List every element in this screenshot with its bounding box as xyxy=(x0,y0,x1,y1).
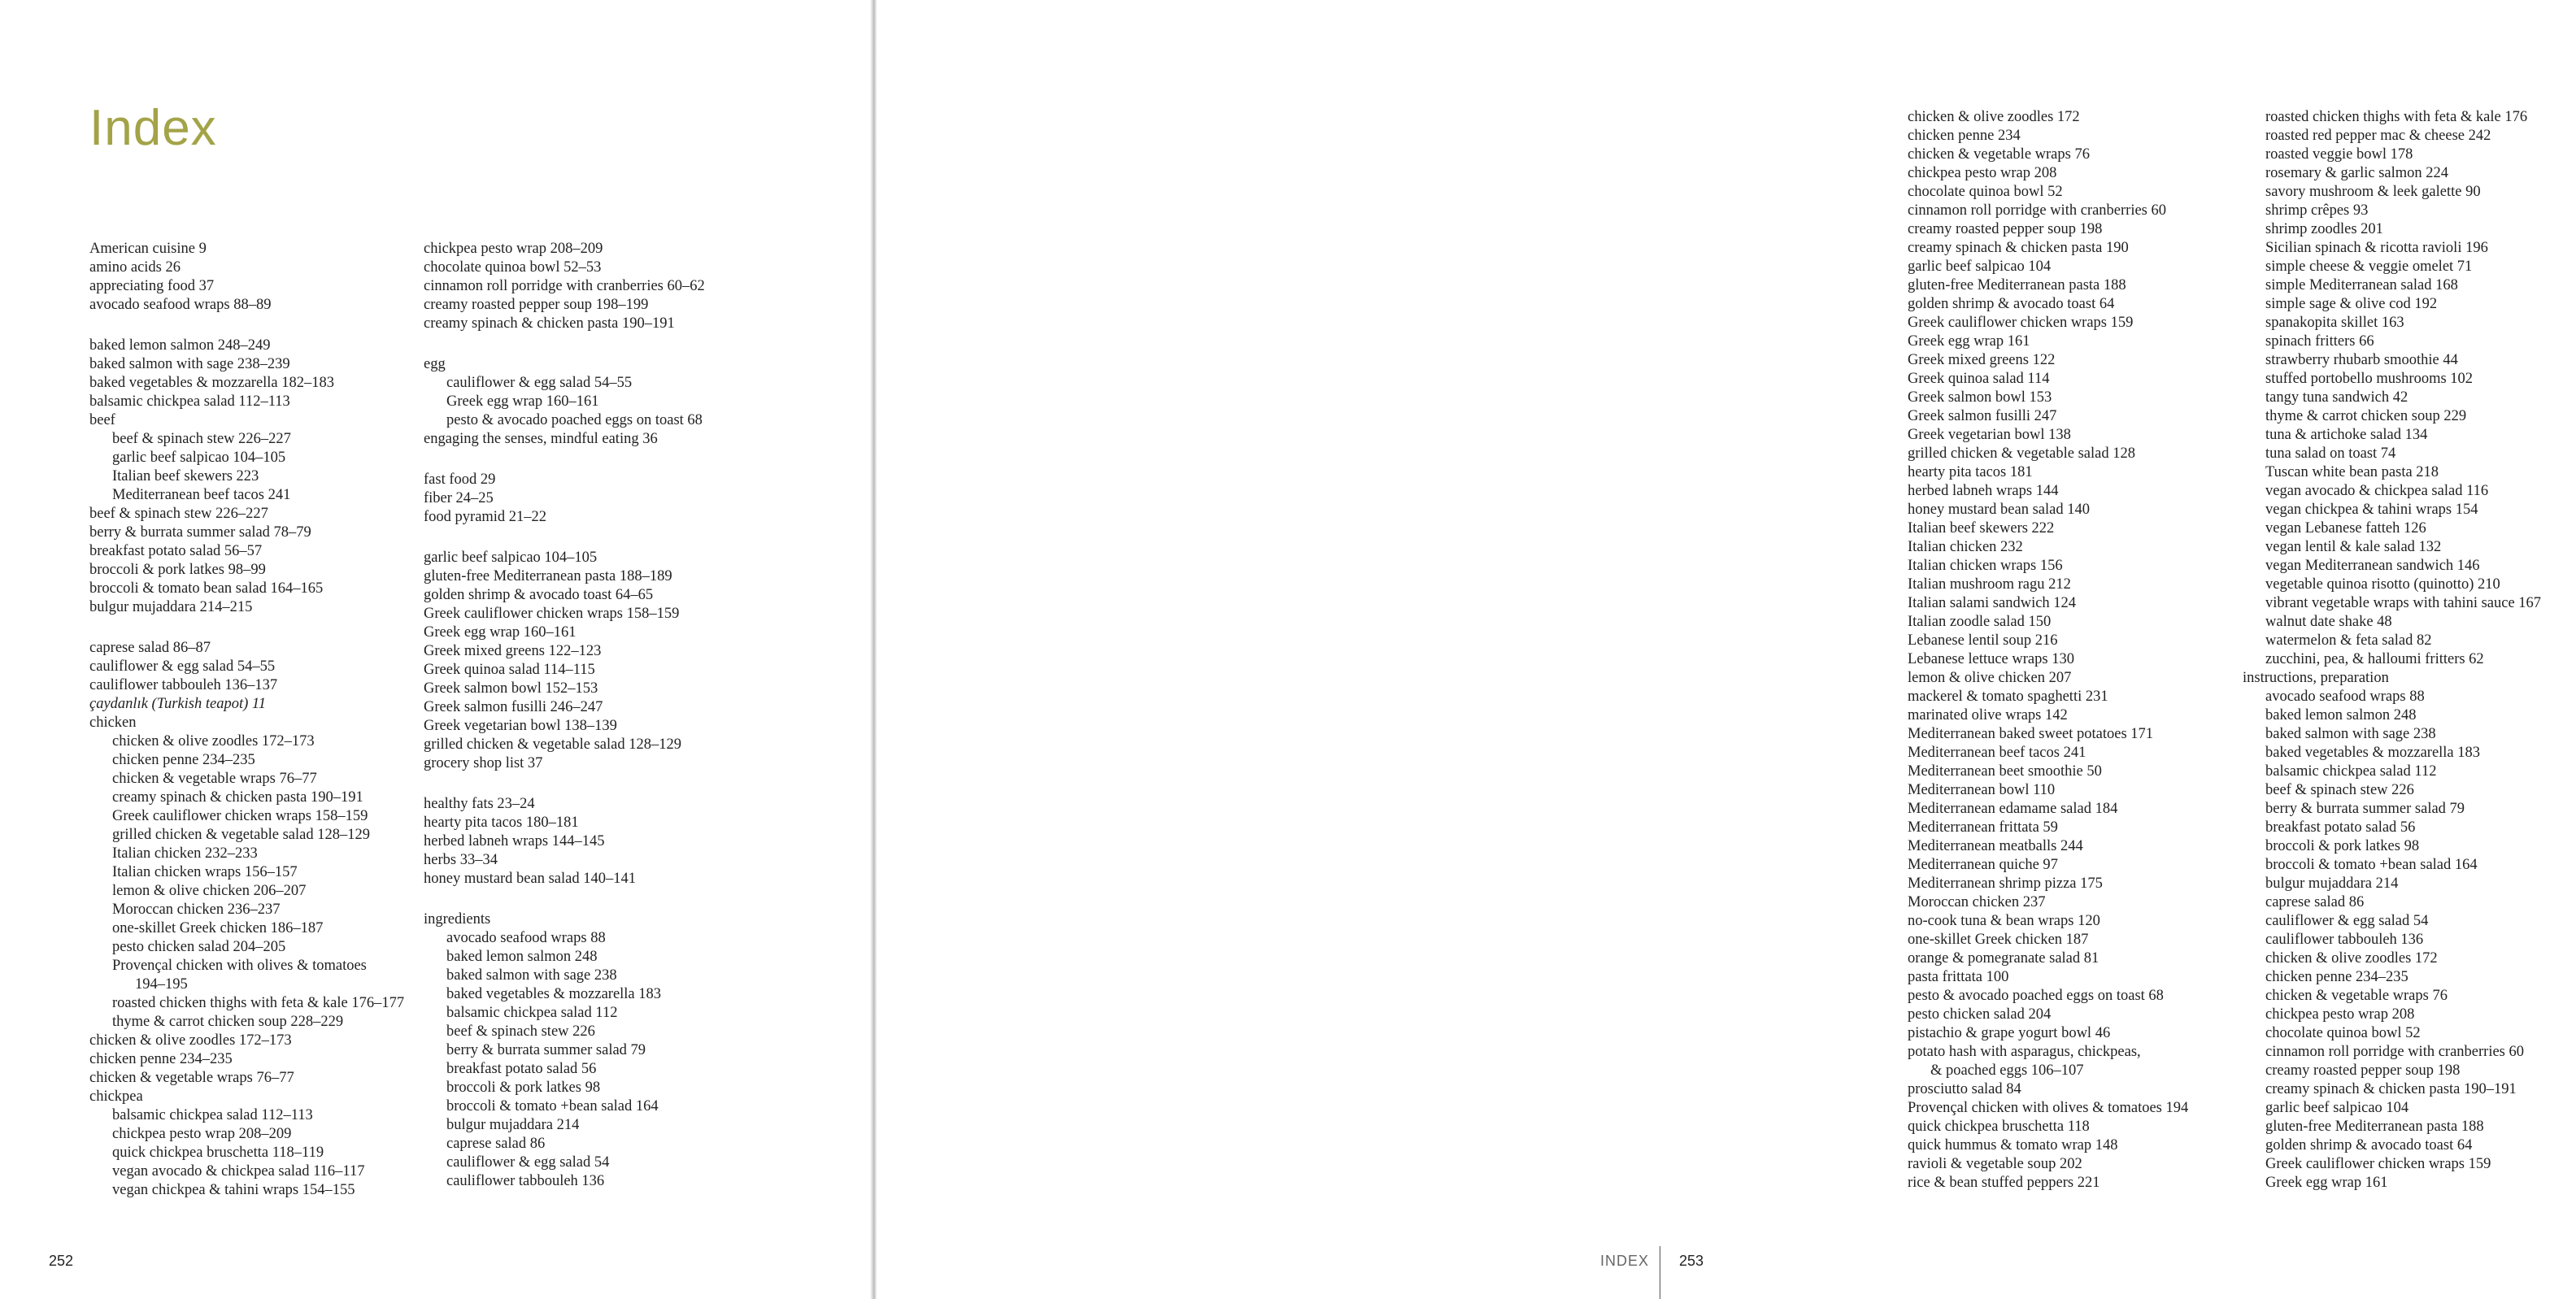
index-entry: Greek mixed greens 122–123 xyxy=(424,643,602,659)
index-entry: Mediterranean quiche 97 xyxy=(1908,857,2058,873)
index-entry: avocado seafood wraps 88–89 xyxy=(89,297,272,313)
index-entry: chicken & vegetable wraps 76 xyxy=(1908,146,2090,163)
index-subentry: Moroccan chicken 236–237 xyxy=(112,901,281,918)
index-entry: Greek mixed greens 122 xyxy=(1908,352,2056,368)
index-entry: creamy spinach & chicken pasta 190 xyxy=(1908,240,2129,256)
index-entry: creamy roasted pepper soup 198–199 xyxy=(424,297,649,313)
index-subentry: Sicilian spinach & ricotta ravioli 196 xyxy=(2265,240,2488,256)
index-entry: prosciutto salad 84 xyxy=(1908,1081,2021,1097)
index-subentry: beef & spinach stew 226–227 xyxy=(112,431,291,447)
index-group xyxy=(89,639,423,1200)
index-entry: cauliflower tabbouleh 136–137 xyxy=(89,677,278,693)
index-group xyxy=(424,355,757,449)
index-subentry: vegan chickpea & tahini wraps 154–155 xyxy=(112,1182,355,1198)
index-entry: cauliflower & egg salad 54–55 xyxy=(89,658,276,675)
index-entry: quick hummus & tomato wrap 148 xyxy=(1908,1137,2118,1153)
index-group xyxy=(1908,108,2241,1193)
index-entry: herbs 33–34 xyxy=(424,852,498,868)
index-column xyxy=(89,240,423,1222)
running-head: INDEX xyxy=(1599,1253,1649,1269)
index-entry: Italian chicken 232 xyxy=(1908,539,2023,555)
index-entry: pistachio & grape yogurt bowl 46 xyxy=(1908,1025,2111,1041)
index-subentry: vegan avocado & chickpea salad 116–117 xyxy=(112,1163,365,1180)
index-entry: instructions, preparation xyxy=(2243,670,2389,686)
index-subentry: baked salmon with sage 238 xyxy=(2265,726,2436,742)
index-subentry: simple cheese & veggie omelet 71 xyxy=(2265,258,2473,275)
index-entry: Greek vegetarian bowl 138 xyxy=(1908,427,2071,443)
index-subentry: tangy tuna sandwich 42 xyxy=(2265,389,2408,406)
index-entry: Italian zoodle salad 150 xyxy=(1908,614,2052,630)
index-entry: mackerel & tomato spaghetti 231 xyxy=(1908,689,2108,705)
index-entry: baked salmon with sage 238–239 xyxy=(89,356,290,372)
page-title: Index xyxy=(89,100,217,156)
index-subentry: Greek egg wrap 161 xyxy=(2265,1175,2388,1191)
index-entry: Greek cauliflower chicken wraps 158–159 xyxy=(424,606,680,622)
index-entry: cinnamon roll porridge with cranberries 60–62 xyxy=(424,278,705,294)
index-entry: appreciating food 37 xyxy=(89,278,215,294)
index-subentry: broccoli & pork latkes 98 xyxy=(446,1080,601,1096)
index-subentry: cauliflower & egg salad 54 xyxy=(446,1154,610,1171)
index-subentry: strawberry rhubarb smoothie 44 xyxy=(2265,352,2458,368)
index-entry: fiber 24–25 xyxy=(424,490,494,506)
index-subentry: roasted chicken thighs with feta & kale 176 xyxy=(2265,109,2528,125)
index-subentry: tuna & artichoke salad 134 xyxy=(2265,427,2428,443)
index-group xyxy=(424,910,757,1191)
index-subentry: balsamic chickpea salad 112–113 xyxy=(112,1107,313,1123)
index-group xyxy=(424,471,757,527)
index-subentry: creamy roasted pepper soup 198 xyxy=(2265,1062,2461,1079)
index-entry: beef & spinach stew 226–227 xyxy=(89,506,268,522)
index-entry: Greek egg wrap 161 xyxy=(1908,333,2030,350)
index-entry: Greek quinoa salad 114 xyxy=(1908,371,2050,387)
index-subentry: Tuscan white bean pasta 218 xyxy=(2265,464,2439,480)
index-subentry: one-skillet Greek chicken 186–187 xyxy=(112,920,324,936)
index-subentry: Mediterranean beef tacos 241 xyxy=(112,487,291,503)
index-column xyxy=(424,240,757,1213)
index-subentry: pesto chicken salad 204–205 xyxy=(112,939,286,955)
index-subentry: & poached eggs 106–107 xyxy=(1930,1062,2084,1079)
index-subentry: thyme & carrot chicken soup 228–229 xyxy=(112,1014,344,1030)
index-entry: one-skillet Greek chicken 187 xyxy=(1908,932,2089,948)
index-subentry: roasted veggie bowl 178 xyxy=(2265,146,2413,163)
index-subentry: bulgur mujaddara 214 xyxy=(2265,875,2399,892)
index-subentry: spinach fritters 66 xyxy=(2265,333,2374,350)
index-subentry: walnut date shake 48 xyxy=(2265,614,2392,630)
index-subentry: broccoli & pork latkes 98 xyxy=(2265,838,2420,854)
index-column xyxy=(2243,108,2576,1214)
index-entry: rice & bean stuffed peppers 221 xyxy=(1908,1175,2100,1191)
index-subentry: quick chickpea bruschetta 118–119 xyxy=(112,1145,324,1161)
index-subentry: roasted chicken thighs with feta & kale 176–177 xyxy=(112,995,405,1011)
index-entry: berry & burrata summer salad 78–79 xyxy=(89,524,311,541)
index-subentry: Provençal chicken with olives & tomatoes xyxy=(112,958,367,974)
index-entry: marinated olive wraps 142 xyxy=(1908,707,2068,723)
page-number: 252 xyxy=(49,1253,74,1269)
index-entry: food pyramid 21–22 xyxy=(424,509,547,525)
index-entry: Mediterranean baked sweet potatoes 171 xyxy=(1908,726,2154,742)
index-entry: cinnamon roll porridge with cranberries 60 xyxy=(1908,202,2166,219)
index-subentry: broccoli & tomato +bean salad 164 xyxy=(2265,857,2478,873)
index-entry: American cuisine 9 xyxy=(89,241,207,257)
index-entry: golden shrimp & avocado toast 64–65 xyxy=(424,587,654,603)
index-subentry: gluten-free Mediterranean pasta 188 xyxy=(2265,1119,2484,1135)
index-entry: pasta frittata 100 xyxy=(1908,969,2009,985)
index-subentry: Italian beef skewers 223 xyxy=(112,468,259,484)
index-group xyxy=(89,337,423,617)
index-subentry: simple sage & olive cod 192 xyxy=(2265,296,2438,312)
index-subentry: balsamic chickpea salad 112 xyxy=(2265,763,2437,780)
index-subentry: chicken & olive zoodles 172–173 xyxy=(112,733,315,749)
index-subentry: caprese salad 86 xyxy=(2265,894,2365,910)
index-entry: chicken & vegetable wraps 76–77 xyxy=(89,1070,294,1086)
index-subentry: shrimp crêpes 93 xyxy=(2265,202,2369,219)
index-entry: Mediterranean edamame salad 184 xyxy=(1908,801,2118,817)
index-subentry: vegetable quinoa risotto (quinotto) 210 xyxy=(2265,576,2500,593)
index-entry: Greek salmon bowl 152–153 xyxy=(424,680,598,697)
index-subentry: savory mushroom & leek galette 90 xyxy=(2265,184,2481,200)
index-subentry: vegan Lebanese fatteh 126 xyxy=(2265,520,2426,537)
index-entry: herbed labneh wraps 144–145 xyxy=(424,833,605,849)
index-subentry: garlic beef salpicao 104–105 xyxy=(112,450,286,466)
index-subentry: creamy spinach & chicken pasta 190–191 xyxy=(112,789,363,806)
index-entry: Lebanese lettuce wraps 130 xyxy=(1908,651,2074,667)
index-entry: Italian chicken wraps 156 xyxy=(1908,558,2063,574)
index-group xyxy=(424,795,757,888)
index-entry: beef xyxy=(89,412,115,428)
index-subentry: cauliflower & egg salad 54–55 xyxy=(446,375,633,391)
index-entry: creamy roasted pepper soup 198 xyxy=(1908,221,2103,237)
index-subentry: creamy spinach & chicken pasta 190–191 xyxy=(2265,1081,2517,1097)
index-entry: garlic beef salpicao 104–105 xyxy=(424,550,598,566)
index-entry: Mediterranean beef tacos 241 xyxy=(1908,745,2086,761)
index-subentry: cauliflower tabbouleh 136 xyxy=(2265,932,2424,948)
index-subentry: avocado seafood wraps 88 xyxy=(2265,689,2425,705)
index-subentry: baked lemon salmon 248 xyxy=(446,949,598,965)
index-entry: breakfast potato salad 56–57 xyxy=(89,543,263,559)
index-subentry: chicken & vegetable wraps 76–77 xyxy=(112,771,317,787)
index-entry: chocolate quinoa bowl 52 xyxy=(1908,184,2063,200)
index-entry: chickpea xyxy=(89,1088,143,1105)
index-subentry: vegan chickpea & tahini wraps 154 xyxy=(2265,502,2478,518)
index-subentry: baked lemon salmon 248 xyxy=(2265,707,2417,723)
index-entry: Mediterranean beet smoothie 50 xyxy=(1908,763,2102,780)
index-subentry: chicken penne 234–235 xyxy=(2265,969,2408,985)
index-subentry: Greek cauliflower chicken wraps 159 xyxy=(2265,1156,2491,1172)
left-page xyxy=(0,0,872,1299)
index-entry: bulgur mujaddara 214–215 xyxy=(89,599,253,615)
index-group xyxy=(424,240,757,333)
index-subentry: roasted red pepper mac & cheese 242 xyxy=(2265,128,2491,144)
index-entry: Greek salmon fusilli 247 xyxy=(1908,408,2057,424)
index-subentry: chickpea pesto wrap 208 xyxy=(2265,1006,2415,1023)
index-entry: Greek cauliflower chicken wraps 159 xyxy=(1908,315,2134,331)
index-entry: herbed labneh wraps 144 xyxy=(1908,483,2059,499)
index-subentry: vegan lentil & kale salad 132 xyxy=(2265,539,2442,555)
index-entry: Provençal chicken with olives & tomatoes 194 xyxy=(1908,1100,2189,1116)
index-subentry: 194–195 xyxy=(135,976,188,993)
index-entry: Greek vegetarian bowl 138–139 xyxy=(424,718,617,734)
index-subentry: Italian chicken wraps 156–157 xyxy=(112,864,298,880)
index-subentry: spanakopita skillet 163 xyxy=(2265,315,2404,331)
index-entry: Mediterranean bowl 110 xyxy=(1908,782,2056,798)
index-subentry: grilled chicken & vegetable salad 128–129 xyxy=(112,827,370,843)
index-entry: grilled chicken & vegetable salad 128 xyxy=(1908,445,2135,462)
index-subentry: vegan avocado & chickpea salad 116 xyxy=(2265,483,2489,499)
index-entry: honey mustard bean salad 140–141 xyxy=(424,871,636,887)
index-subentry: tuna salad on toast 74 xyxy=(2265,445,2396,462)
index-subentry: cauliflower tabbouleh 136 xyxy=(446,1173,605,1189)
index-entry: grocery shop list 37 xyxy=(424,755,543,771)
index-entry: ravioli & vegetable soup 202 xyxy=(1908,1156,2082,1172)
index-entry: gluten-free Mediterranean pasta 188 xyxy=(1908,277,2126,293)
index-entry: chicken & olive zoodles 172–173 xyxy=(89,1032,292,1049)
index-subentry: baked vegetables & mozzarella 183 xyxy=(2265,745,2481,761)
index-entry: amino acids 26 xyxy=(89,259,181,276)
index-entry: Italian beef skewers 222 xyxy=(1908,520,2055,537)
right-page xyxy=(877,0,2542,1299)
index-subentry: cinnamon roll porridge with cranberries 60 xyxy=(2265,1044,2524,1060)
index-subentry: beef & spinach stew 226 xyxy=(2265,782,2414,798)
index-subentry: breakfast potato salad 56 xyxy=(2265,819,2416,836)
index-subentry: cauliflower & egg salad 54 xyxy=(2265,913,2429,929)
index-subentry: berry & burrata summer salad 79 xyxy=(446,1042,646,1058)
index-subentry: broccoli & tomato +bean salad 164 xyxy=(446,1098,659,1114)
index-subentry: garlic beef salpicao 104 xyxy=(2265,1100,2409,1116)
index-subentry: pesto & avocado poached eggs on toast 68 xyxy=(446,412,703,428)
index-subentry: Italian chicken 232–233 xyxy=(112,845,258,862)
index-entry: hearty pita tacos 180–181 xyxy=(424,815,579,831)
index-entry: chicken & olive zoodles 172 xyxy=(1908,109,2080,125)
index-subentry: chicken & vegetable wraps 76 xyxy=(2265,988,2448,1004)
index-entry: chocolate quinoa bowl 52–53 xyxy=(424,259,602,276)
index-subentry: zucchini, pea, & halloumi fritters 62 xyxy=(2265,651,2484,667)
index-entry: baked lemon salmon 248–249 xyxy=(89,337,271,354)
index-entry: Lebanese lentil soup 216 xyxy=(1908,632,2058,649)
index-entry: chicken penne 234–235 xyxy=(89,1051,233,1067)
index-subentry: caprese salad 86 xyxy=(446,1136,546,1152)
index-subentry: beef & spinach stew 226 xyxy=(446,1023,595,1040)
index-subentry: thyme & carrot chicken soup 229 xyxy=(2265,408,2467,424)
index-subentry: baked salmon with sage 238 xyxy=(446,967,617,984)
index-subentry: shrimp zoodles 201 xyxy=(2265,221,2383,237)
index-subentry: bulgur mujaddara 214 xyxy=(446,1117,580,1133)
index-subentry: watermelon & feta salad 82 xyxy=(2265,632,2432,649)
index-entry: broccoli & tomato bean salad 164–165 xyxy=(89,580,324,597)
index-entry: chicken penne 234 xyxy=(1908,128,2021,144)
index-subentry: Greek egg wrap 160–161 xyxy=(446,393,599,410)
index-entry: no-cook tuna & bean wraps 120 xyxy=(1908,913,2100,929)
index-entry: balsamic chickpea salad 112–113 xyxy=(89,393,290,410)
index-entry: Mediterranean meatballs 244 xyxy=(1908,838,2083,854)
index-subentry: chicken penne 234–235 xyxy=(112,752,255,768)
index-entry: çaydanlık (Turkish teapot) 11 xyxy=(89,696,266,712)
index-entry: Moroccan chicken 237 xyxy=(1908,894,2046,910)
index-subentry: chocolate quinoa bowl 52 xyxy=(2265,1025,2421,1041)
index-entry: Mediterranean frittata 59 xyxy=(1908,819,2058,836)
index-entry: orange & pomegranate salad 81 xyxy=(1908,950,2100,967)
index-entry: Italian salami sandwich 124 xyxy=(1908,595,2077,611)
index-entry: honey mustard bean salad 140 xyxy=(1908,502,2090,518)
index-entry: grilled chicken & vegetable salad 128–129 xyxy=(424,736,681,753)
index-entry: engaging the senses, mindful eating 36 xyxy=(424,431,658,447)
index-subentry: stuffed portobello mushrooms 102 xyxy=(2265,371,2474,387)
index-entry: Italian mushroom ragu 212 xyxy=(1908,576,2071,593)
index-subentry: berry & burrata summer salad 79 xyxy=(2265,801,2465,817)
index-subentry: chickpea pesto wrap 208–209 xyxy=(112,1126,292,1142)
index-group xyxy=(89,240,423,315)
index-subentry: balsamic chickpea salad 112 xyxy=(446,1005,618,1021)
index-entry: broccoli & pork latkes 98–99 xyxy=(89,562,266,578)
index-subentry: breakfast potato salad 56 xyxy=(446,1061,597,1077)
index-subentry: avocado seafood wraps 88 xyxy=(446,930,606,946)
index-entry: gluten-free Mediterranean pasta 188–189 xyxy=(424,568,672,584)
index-entry: creamy spinach & chicken pasta 190–191 xyxy=(424,315,675,332)
index-subentry: simple Mediterranean salad 168 xyxy=(2265,277,2458,293)
index-entry: hearty pita tacos 181 xyxy=(1908,464,2033,480)
index-entry: healthy fats 23–24 xyxy=(424,796,535,812)
index-subentry: chicken & olive zoodles 172 xyxy=(2265,950,2438,967)
index-entry: chicken xyxy=(89,715,137,731)
index-group xyxy=(2243,108,2576,1193)
index-subentry: golden shrimp & avocado toast 64 xyxy=(2265,1137,2473,1153)
index-entry: fast food 29 xyxy=(424,471,496,488)
index-entry: pesto chicken salad 204 xyxy=(1908,1006,2052,1023)
index-entry: Greek egg wrap 160–161 xyxy=(424,624,577,641)
index-entry: lemon & olive chicken 207 xyxy=(1908,670,2072,686)
index-entry: Greek salmon bowl 153 xyxy=(1908,389,2052,406)
index-subentry: Greek cauliflower chicken wraps 158–159 xyxy=(112,808,368,824)
index-entry: baked vegetables & mozzarella 182–183 xyxy=(89,375,335,391)
index-entry: Greek quinoa salad 114–115 xyxy=(424,662,595,678)
index-column xyxy=(1908,108,2241,1214)
index-entry: chickpea pesto wrap 208 xyxy=(1908,165,2057,181)
index-entry: chickpea pesto wrap 208–209 xyxy=(424,241,603,257)
index-entry: ingredients xyxy=(424,911,491,928)
index-subentry: vegan Mediterranean sandwich 146 xyxy=(2265,558,2480,574)
index-group xyxy=(424,549,757,773)
index-subentry: lemon & olive chicken 206–207 xyxy=(112,883,307,899)
index-entry: golden shrimp & avocado toast 64 xyxy=(1908,296,2115,312)
index-entry: potato hash with asparagus, chickpeas, xyxy=(1908,1044,2141,1060)
index-entry: Greek salmon fusilli 246–247 xyxy=(424,699,603,715)
index-entry: caprese salad 86–87 xyxy=(89,640,211,656)
index-entry: pesto & avocado poached eggs on toast 68 xyxy=(1908,988,2164,1004)
index-entry: quick chickpea bruschetta 118 xyxy=(1908,1119,2090,1135)
index-subentry: baked vegetables & mozzarella 183 xyxy=(446,986,662,1002)
page-number: 253 xyxy=(1678,1253,1704,1269)
index-entry: Mediterranean shrimp pizza 175 xyxy=(1908,875,2103,892)
book-gutter xyxy=(870,0,877,1299)
index-subentry: vibrant vegetable wraps with tahini sauce 167 xyxy=(2265,595,2542,611)
index-subentry: rosemary & garlic salmon 224 xyxy=(2265,165,2449,181)
index-entry: garlic beef salpicao 104 xyxy=(1908,258,2052,275)
index-entry: egg xyxy=(424,356,446,372)
